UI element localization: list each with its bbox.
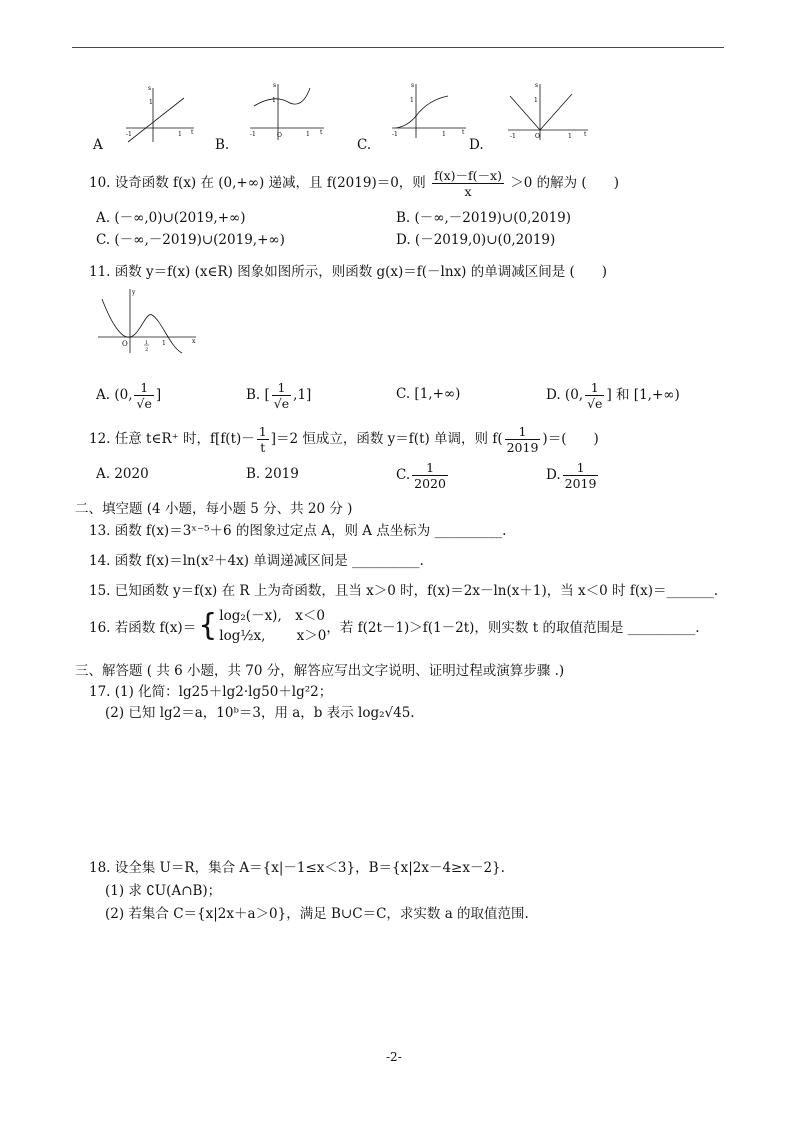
- question-18-stem: 18. 设全集 U＝R，集合 A＝{x|－1≤x＜3}，B＝{x|2x－4≥x－2}.: [89, 860, 505, 876]
- svg-text:s: s: [411, 82, 415, 89]
- q10-fraction: $\frac{f(x)-f(-x)}{x}$: [434, 168, 502, 199]
- svg-text:s: s: [273, 82, 277, 89]
- section-2-heading: 二、填空题 (4 小题，每小题 5 分、共 20 分 ): [75, 501, 353, 517]
- q10-option-d: D. (－2019,0)∪(0,2019): [396, 232, 556, 248]
- section-3-heading: 三、解答题 ( 共 6 小题，共 70 分，解答应写出文字说明、证明过程或演算步骤 .): [75, 663, 565, 679]
- svg-text:-1: -1: [126, 131, 132, 138]
- svg-text:-1: -1: [250, 131, 256, 138]
- question-10-stem: 10. 设奇函数 f(x) 在 (0,+∞) 递减，且 f(2019)＝0，则 $\frac{f(x)-f(-x)}{x}$ ＞0 的解为 ( ): [89, 168, 619, 199]
- svg-text:1: 1: [272, 97, 276, 104]
- svg-text:1: 1: [534, 97, 538, 104]
- svg-text:O: O: [122, 340, 128, 348]
- q11-option-d: D. (0, $\frac{1}{√e}$ ] 和 [1,+∞): [546, 380, 680, 411]
- svg-text:s: s: [148, 85, 152, 92]
- svg-text:y: y: [132, 289, 136, 296]
- piecewise-cases: log₂(－x), x＜0 log½x, x＞0: [219, 608, 327, 644]
- svg-text:2: 2: [145, 347, 149, 353]
- q12-option-d: D. $\frac{1}{2019}$: [546, 460, 597, 491]
- q11-option-c: C. [1,+∞): [396, 386, 461, 402]
- question-12-stem: 12. 任意 t∈R⁺ 时，f[f(t)－ $\frac{1}{t}$ ]＝2 恒成立，函数 y＝f(t) 单调，则 f( $\frac{1}{2019}$ )＝( ): [89, 424, 599, 455]
- svg-text:s: s: [535, 82, 539, 89]
- svg-text:t: t: [584, 131, 587, 138]
- question-17-part-2: (2) 已知 lg2＝a，10ᵇ＝3，用 a，b 表示 log₂√45.: [105, 705, 415, 721]
- option-d-label: D.: [469, 137, 484, 153]
- svg-text:1: 1: [162, 340, 166, 347]
- svg-text:1: 1: [149, 99, 153, 106]
- q10-option-a: A. (－∞,0)∪(2019,+∞): [96, 210, 246, 226]
- graph-option-a: [118, 84, 198, 144]
- q12-option-b: B. 2019: [246, 466, 299, 482]
- svg-text:1: 1: [145, 340, 149, 346]
- option-b-label: B.: [215, 137, 230, 153]
- header-rule: [72, 47, 724, 48]
- svg-text:1: 1: [442, 131, 446, 138]
- q11-function-graph: [96, 285, 202, 357]
- q11-option-a: A. (0, $\frac{1}{√e}$ ]: [96, 380, 162, 411]
- graph-option-b: [244, 80, 326, 142]
- svg-text:-1: -1: [392, 131, 398, 138]
- q12-option-c: C. $\frac{1}{2020}$: [396, 460, 446, 491]
- question-14: 14. 函数 f(x)＝ln(x²＋4x) 单调递减区间是 __________.: [89, 553, 424, 569]
- svg-text:1: 1: [568, 133, 572, 140]
- svg-text:t: t: [191, 129, 194, 136]
- option-c-label: C.: [357, 137, 372, 153]
- svg-text:x: x: [192, 338, 196, 345]
- page-number: -2-: [386, 1050, 402, 1064]
- graph-option-c: [388, 80, 468, 140]
- svg-text:O: O: [535, 133, 540, 140]
- svg-text:O: O: [277, 132, 282, 139]
- q11-option-b: B. [ $\frac{1}{√e}$ ,1]: [246, 380, 312, 411]
- question-11-stem: 11. 函数 y＝f(x) (x∈R) 图象如图所示，则函数 g(x)＝f(－lnx) 的单调减区间是 ( ): [89, 264, 608, 280]
- svg-text:1: 1: [178, 131, 182, 138]
- svg-text:1: 1: [306, 131, 310, 138]
- question-18-part-1: (1) 求 ∁U(A∩B)；: [105, 883, 222, 899]
- question-13: 13. 函数 f(x)＝3ˣ⁻⁵＋6 的图象过定点 A，则 A 点坐标为 __________.: [89, 523, 507, 539]
- svg-text:t: t: [462, 129, 465, 136]
- svg-text:1: 1: [410, 97, 414, 104]
- q10-option-b: B. (－∞,－2019)∪(0,2019): [396, 210, 572, 226]
- question-15: 15. 已知函数 y＝f(x) 在 R 上为奇函数，且当 x＞0 时，f(x)＝2x－ln(x＋1)，当 x＜0 时 f(x)＝_______.: [89, 583, 719, 599]
- svg-text:t: t: [320, 129, 323, 136]
- question-16: 16. 若函数 f(x)＝ { log₂(－x), x＜0 log½x, x＞0 ，若 f(2t－1)＞f(1－2t)，则实数 t 的取值范围是 __________.: [89, 608, 700, 644]
- question-17-part-1: 17. (1) 化简：lg25＋lg2·lg50＋lg²2；: [89, 684, 333, 700]
- q12-option-a: A. 2020: [96, 466, 149, 482]
- graph-option-d: [502, 80, 592, 142]
- svg-text:-1: -1: [510, 133, 516, 140]
- question-18-part-2: (2) 若集合 C＝{x|2x＋a＞0}，满足 B∪C＝C，求实数 a 的取值范围.: [105, 906, 529, 922]
- option-a-label: A: [93, 137, 103, 153]
- q10-option-c: C. (－∞,－2019)∪(2019,+∞): [96, 232, 285, 248]
- piecewise-brace: {: [198, 608, 218, 643]
